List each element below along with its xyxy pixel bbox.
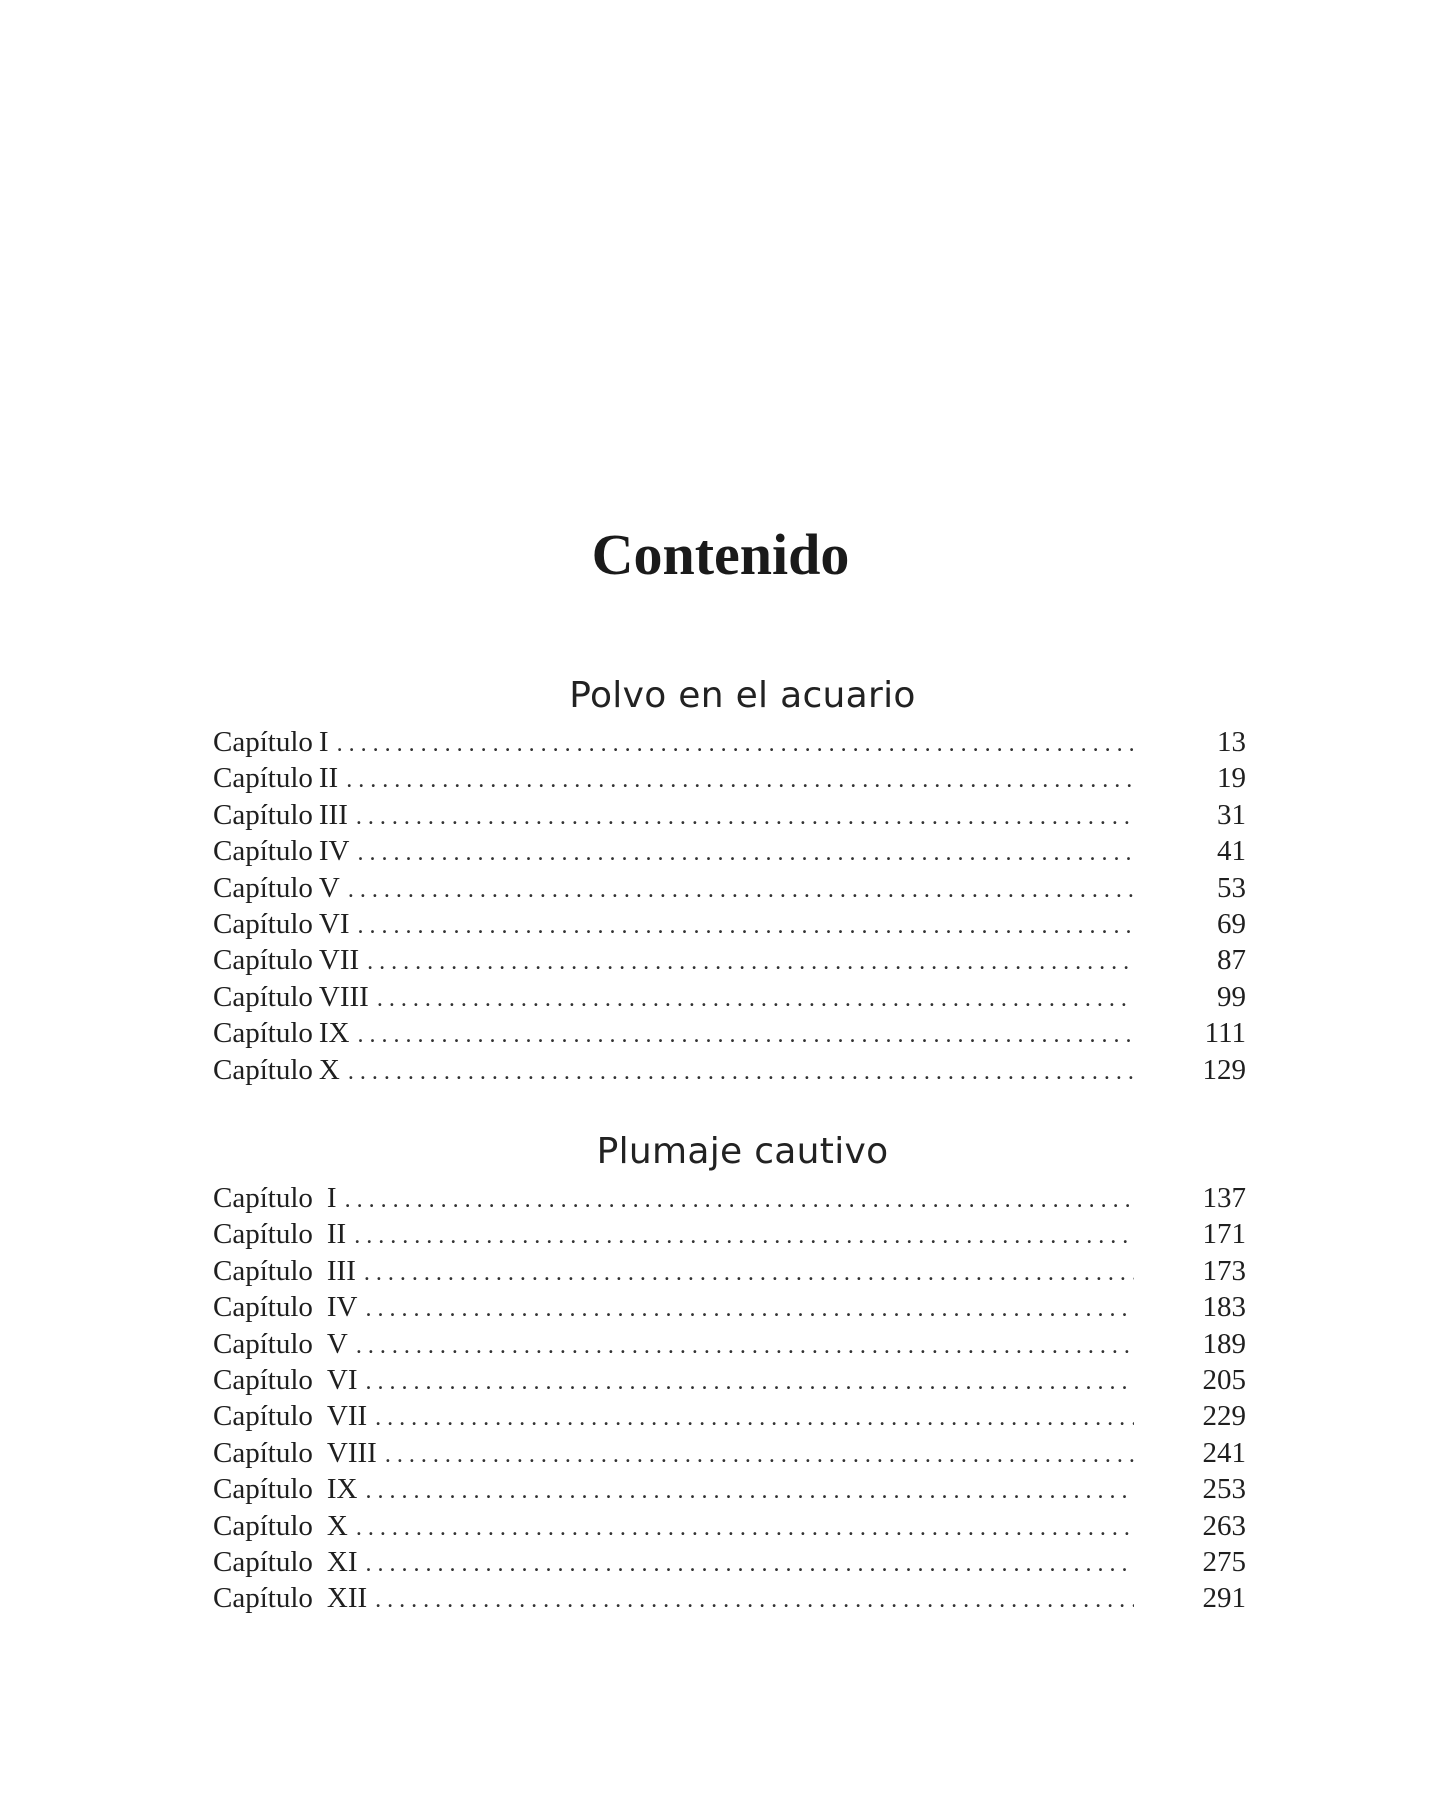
- dot-leader: [354, 1218, 1134, 1254]
- chapter-numeral: VI: [326, 1363, 358, 1396]
- chapter-word: Capítulo: [213, 1363, 313, 1396]
- toc-entry: [213, 1326, 1246, 1362]
- toc-entry: [213, 724, 1246, 760]
- chapter-title: [213, 1580, 375, 1616]
- chapter-numeral: IV: [318, 835, 350, 868]
- chapter-title: [213, 1508, 356, 1544]
- page-number: 41: [1217, 835, 1246, 868]
- chapter-numeral: V: [326, 1327, 348, 1360]
- dot-leader: [337, 726, 1134, 762]
- dot-leader: [366, 1364, 1135, 1400]
- toc-section-polvo-en-el-acuario: [213, 668, 1246, 1088]
- chapter-numeral: IX: [318, 1017, 350, 1050]
- chapter-word: Capítulo: [213, 1254, 313, 1287]
- chapter-numeral: X: [318, 1053, 340, 1086]
- chapter-numeral: VI: [318, 907, 350, 940]
- chapter-numeral: V: [318, 871, 340, 904]
- dot-leader: [375, 1582, 1134, 1618]
- chapter-word: Capítulo: [213, 1545, 313, 1578]
- page-number: 205: [1202, 1363, 1246, 1396]
- dot-leader: [356, 1328, 1134, 1364]
- dot-leader: [358, 835, 1135, 871]
- chapter-numeral: VII: [318, 944, 360, 977]
- chapter-word: Capítulo: [213, 1017, 313, 1050]
- chapter-title: [213, 760, 346, 796]
- dot-leader: [375, 1400, 1134, 1436]
- page-number: 189: [1202, 1327, 1246, 1360]
- toc-entry: [213, 1471, 1246, 1507]
- toc-entry: [213, 1052, 1246, 1088]
- page-number: 291: [1202, 1582, 1246, 1615]
- page-number: 69: [1217, 907, 1246, 940]
- chapter-title: [213, 1471, 366, 1507]
- page-number: 173: [1202, 1254, 1246, 1287]
- chapter-word: Capítulo: [213, 871, 313, 904]
- chapter-title: [213, 870, 348, 906]
- page-number: 241: [1202, 1436, 1246, 1469]
- dot-leader: [348, 1054, 1134, 1090]
- chapter-title: [213, 1398, 375, 1434]
- chapter-numeral: XII: [326, 1582, 368, 1615]
- page-number: 229: [1202, 1400, 1246, 1433]
- chapter-title: [213, 833, 358, 869]
- chapter-title: [213, 906, 358, 942]
- page-number: 275: [1202, 1545, 1246, 1578]
- toc-section-plumaje-cautivo: [213, 1124, 1246, 1617]
- toc-entry: [213, 1253, 1246, 1289]
- dot-leader: [356, 1510, 1134, 1546]
- dot-leader: [366, 1291, 1135, 1327]
- toc-entry: [213, 833, 1246, 869]
- chapter-numeral: III: [326, 1254, 356, 1287]
- chapter-title: [213, 1015, 358, 1051]
- chapter-word: Capítulo: [213, 835, 313, 868]
- toc-entry: [213, 1180, 1246, 1216]
- toc-entry: [213, 1216, 1246, 1252]
- chapter-title: [213, 797, 356, 833]
- chapter-word: Capítulo: [213, 1182, 313, 1214]
- section-heading: Polvo en el acuario: [569, 675, 916, 716]
- page-title: Contenido: [591, 522, 850, 587]
- chapter-numeral: III: [318, 798, 348, 831]
- chapter-word: Capítulo: [213, 1291, 313, 1324]
- chapter-numeral: I: [318, 726, 329, 758]
- dot-leader: [345, 1182, 1134, 1218]
- chapter-title: [213, 1435, 385, 1471]
- dot-leader: [377, 981, 1134, 1017]
- chapter-word: Capítulo: [213, 907, 313, 940]
- chapter-word: Capítulo: [213, 1436, 313, 1469]
- toc-entry: [213, 1580, 1246, 1616]
- toc-entry: [213, 1362, 1246, 1398]
- page-number: 53: [1217, 871, 1246, 904]
- dot-leader: [367, 944, 1134, 980]
- dot-leader: [358, 908, 1135, 944]
- chapter-word: Capítulo: [213, 1582, 313, 1615]
- toc-entry: [213, 979, 1246, 1015]
- chapter-title: [213, 979, 377, 1015]
- toc-list: [213, 724, 1246, 1088]
- chapter-title: [213, 1289, 366, 1325]
- page-number: 99: [1217, 980, 1246, 1013]
- chapter-word: Capítulo: [213, 1053, 313, 1086]
- chapter-title: [213, 1362, 366, 1398]
- chapter-numeral: XI: [326, 1545, 358, 1578]
- chapter-word: Capítulo: [213, 1400, 313, 1433]
- chapter-numeral: IV: [326, 1291, 358, 1324]
- toc-entry: [213, 1398, 1246, 1434]
- toc-entry: [213, 760, 1246, 796]
- chapter-word: Capítulo: [213, 944, 313, 977]
- chapter-numeral: VII: [326, 1400, 368, 1433]
- toc-entry: [213, 797, 1246, 833]
- page-number: 13: [1217, 726, 1246, 758]
- chapter-numeral: X: [326, 1509, 348, 1542]
- chapter-title: [213, 1326, 356, 1362]
- page-number: 183: [1202, 1291, 1246, 1324]
- section-heading: Plumaje cautivo: [596, 1131, 889, 1172]
- chapter-numeral: VIII: [326, 1436, 377, 1469]
- toc-entry: [213, 1015, 1246, 1051]
- page-number: 137: [1202, 1182, 1246, 1214]
- chapter-word: Capítulo: [213, 798, 313, 831]
- chapter-title: [213, 942, 367, 978]
- dot-leader: [348, 872, 1134, 908]
- toc-list: [213, 1180, 1246, 1617]
- toc-entry: [213, 906, 1246, 942]
- chapter-numeral: II: [318, 762, 339, 795]
- dot-leader: [385, 1437, 1134, 1473]
- chapter-numeral: VIII: [318, 980, 369, 1013]
- chapter-word: Capítulo: [213, 726, 313, 758]
- chapter-word: Capítulo: [213, 762, 313, 795]
- toc-entry: [213, 1289, 1246, 1325]
- toc-entry: [213, 1544, 1246, 1580]
- dot-leader: [364, 1255, 1134, 1291]
- chapter-title: [213, 1052, 348, 1088]
- chapter-word: Capítulo: [213, 1327, 313, 1360]
- chapter-word: Capítulo: [213, 1218, 313, 1251]
- page-number: 253: [1202, 1473, 1246, 1506]
- page-number: 87: [1217, 944, 1246, 977]
- chapter-word: Capítulo: [213, 1509, 313, 1542]
- dot-leader: [358, 1017, 1135, 1053]
- toc-entry: [213, 870, 1246, 906]
- chapter-title: [213, 1180, 345, 1216]
- page-number: 111: [1204, 1017, 1246, 1050]
- chapter-numeral: II: [326, 1218, 347, 1251]
- dot-leader: [346, 762, 1134, 798]
- chapter-title: [213, 724, 337, 760]
- toc-entry: [213, 1508, 1246, 1544]
- page-number: 129: [1202, 1053, 1246, 1086]
- chapter-title: [213, 1253, 364, 1289]
- toc-entry: [213, 942, 1246, 978]
- chapter-numeral: IX: [326, 1473, 358, 1506]
- page-number: 263: [1202, 1509, 1246, 1542]
- page-number: 31: [1217, 798, 1246, 831]
- page-number: 19: [1217, 762, 1246, 795]
- chapter-title: [213, 1216, 354, 1252]
- dot-leader: [356, 799, 1134, 835]
- dot-leader: [366, 1546, 1135, 1582]
- chapter-word: Capítulo: [213, 1473, 313, 1506]
- chapter-numeral: I: [326, 1182, 337, 1214]
- dot-leader: [366, 1473, 1135, 1509]
- page-number: 171: [1202, 1218, 1246, 1251]
- chapter-word: Capítulo: [213, 980, 313, 1013]
- chapter-title: [213, 1544, 366, 1580]
- toc-entry: [213, 1435, 1246, 1471]
